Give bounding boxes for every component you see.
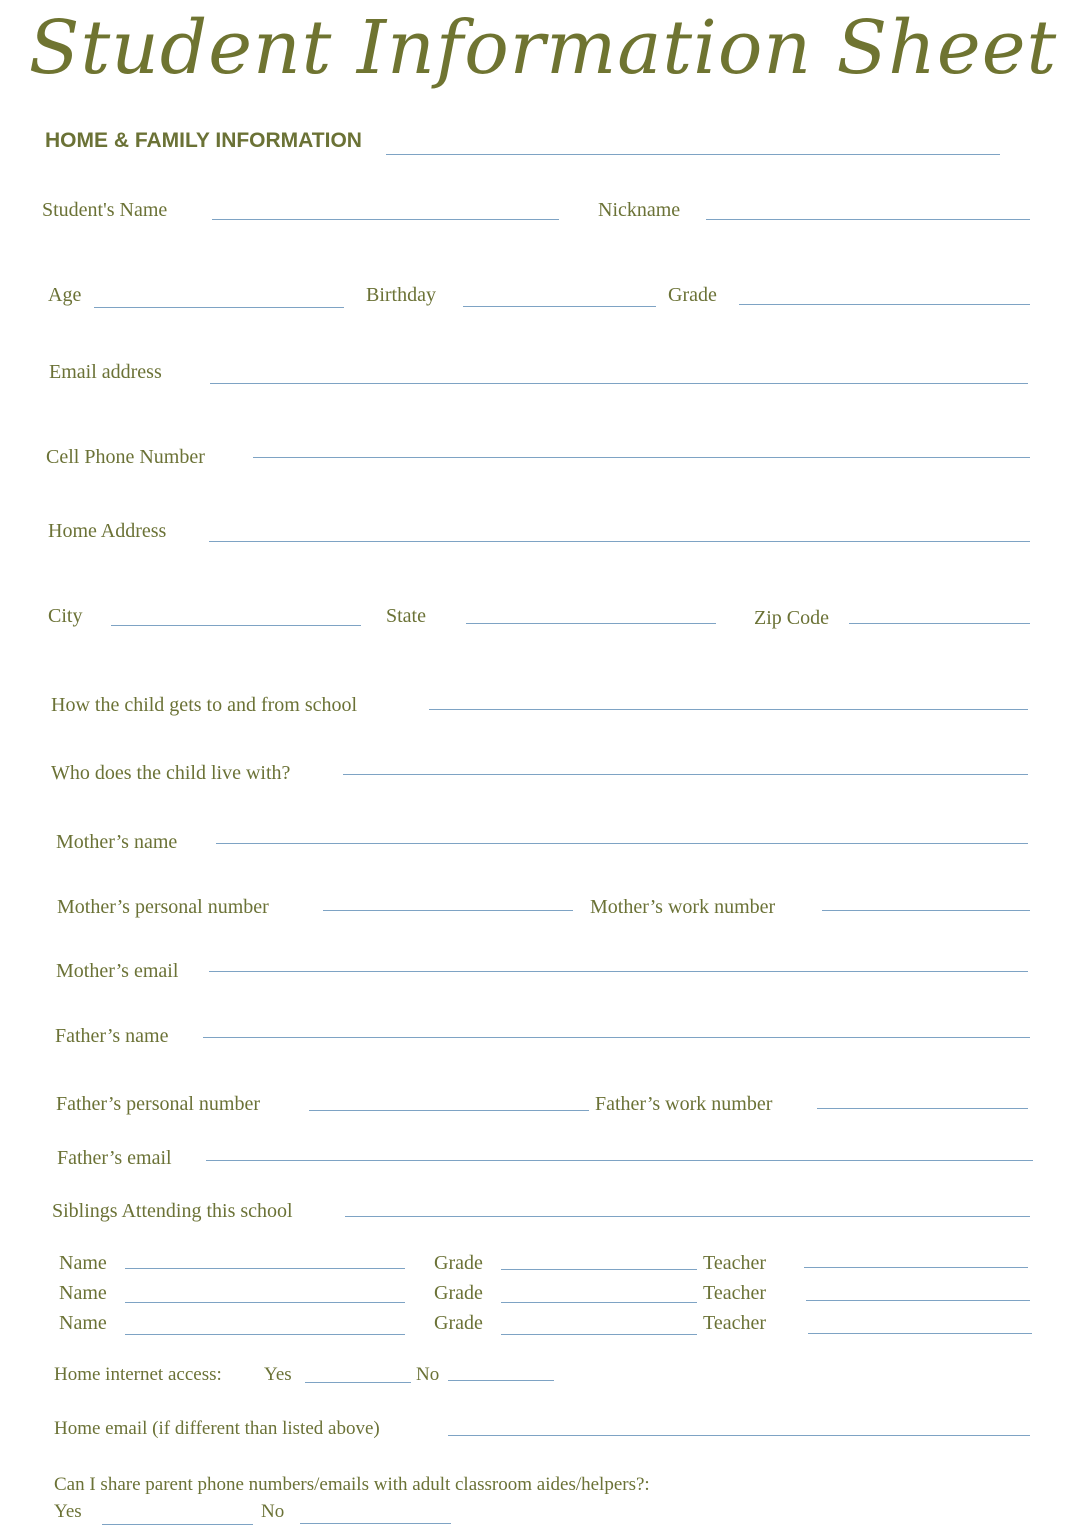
email-label: Email address	[49, 361, 162, 383]
father-personal-label: Father’s personal number	[56, 1093, 261, 1115]
zip-label: Zip Code	[754, 607, 829, 629]
mother-email-field[interactable]	[209, 971, 1028, 972]
share-no-field[interactable]	[300, 1523, 451, 1524]
mother-personal-label: Mother’s personal number	[57, 896, 269, 918]
student-name-label: Student's Name	[42, 199, 168, 221]
father-work-label: Father’s work number	[595, 1093, 773, 1115]
share-yes-label: Yes	[54, 1501, 82, 1522]
sibling-name-label: Name	[59, 1312, 107, 1334]
internet-label: Home internet access:	[54, 1364, 222, 1385]
sibling-name-field[interactable]	[125, 1268, 405, 1269]
sibling-name-label: Name	[59, 1252, 107, 1274]
father-email-field[interactable]	[206, 1160, 1033, 1161]
lives-with-field[interactable]	[343, 774, 1028, 775]
age-field[interactable]	[94, 307, 344, 308]
sibling-grade-label: Grade	[434, 1282, 483, 1304]
section-heading-rule	[386, 154, 1000, 155]
home-email-label: Home email (if different than listed above)	[54, 1418, 380, 1439]
sibling-name-field[interactable]	[125, 1334, 405, 1335]
father-personal-field[interactable]	[309, 1110, 589, 1111]
sibling-teacher-label: Teacher	[703, 1312, 766, 1334]
student-name-field[interactable]	[212, 219, 559, 220]
email-field[interactable]	[210, 383, 1028, 384]
state-label: State	[386, 605, 426, 627]
sibling-teacher-field[interactable]	[806, 1300, 1030, 1301]
lives-with-label: Who does the child live with?	[51, 762, 291, 784]
home-address-label: Home Address	[48, 520, 167, 542]
sibling-name-field[interactable]	[125, 1302, 405, 1303]
father-name-field[interactable]	[203, 1037, 1030, 1038]
state-field[interactable]	[466, 623, 716, 624]
sibling-teacher-label: Teacher	[703, 1282, 766, 1304]
zip-field[interactable]	[849, 623, 1030, 624]
sibling-grade-label: Grade	[434, 1252, 483, 1274]
grade-field[interactable]	[739, 304, 1030, 305]
mother-name-field[interactable]	[216, 843, 1028, 844]
section-heading: HOME & FAMILY INFORMATION	[45, 129, 362, 152]
page-title: Student Information Sheet	[28, 5, 1058, 91]
sibling-teacher-field[interactable]	[808, 1333, 1032, 1334]
share-question: Can I share parent phone numbers/emails with adult classroom aides/helpers?:	[54, 1474, 650, 1495]
city-field[interactable]	[111, 625, 361, 626]
sibling-grade-field[interactable]	[501, 1302, 697, 1303]
father-work-field[interactable]	[817, 1108, 1028, 1109]
home-address-field[interactable]	[209, 541, 1030, 542]
siblings-label: Siblings Attending this school	[52, 1200, 293, 1222]
sibling-name-label: Name	[59, 1282, 107, 1304]
sibling-teacher-field[interactable]	[804, 1267, 1028, 1268]
sibling-teacher-label: Teacher	[703, 1252, 766, 1274]
nickname-label: Nickname	[598, 199, 681, 221]
mother-work-field[interactable]	[822, 910, 1030, 911]
share-no-label: No	[261, 1501, 285, 1522]
birthday-field[interactable]	[463, 306, 656, 307]
city-label: City	[48, 605, 83, 627]
age-label: Age	[48, 284, 82, 306]
home-email-field[interactable]	[448, 1435, 1030, 1436]
mother-email-label: Mother’s email	[56, 960, 179, 982]
mother-work-label: Mother’s work number	[590, 896, 776, 918]
internet-yes-field[interactable]	[305, 1382, 411, 1383]
grade-label: Grade	[668, 284, 717, 306]
cell-phone-field[interactable]	[253, 457, 1030, 458]
transport-label: How the child gets to and from school	[51, 694, 358, 716]
share-yes-field[interactable]	[102, 1524, 253, 1525]
transport-field[interactable]	[429, 709, 1028, 710]
father-email-label: Father’s email	[57, 1147, 172, 1169]
sibling-grade-label: Grade	[434, 1312, 483, 1334]
sibling-grade-field[interactable]	[501, 1334, 697, 1335]
sibling-grade-field[interactable]	[501, 1269, 697, 1270]
cell-phone-label: Cell Phone Number	[46, 446, 205, 468]
mother-name-label: Mother’s name	[56, 831, 178, 853]
internet-yes-label: Yes	[264, 1364, 292, 1385]
birthday-label: Birthday	[366, 284, 436, 306]
nickname-field[interactable]	[706, 219, 1030, 220]
mother-personal-field[interactable]	[323, 910, 573, 911]
siblings-field[interactable]	[345, 1216, 1030, 1217]
father-name-label: Father’s name	[55, 1025, 169, 1047]
internet-no-field[interactable]	[448, 1380, 554, 1381]
internet-no-label: No	[416, 1364, 440, 1385]
